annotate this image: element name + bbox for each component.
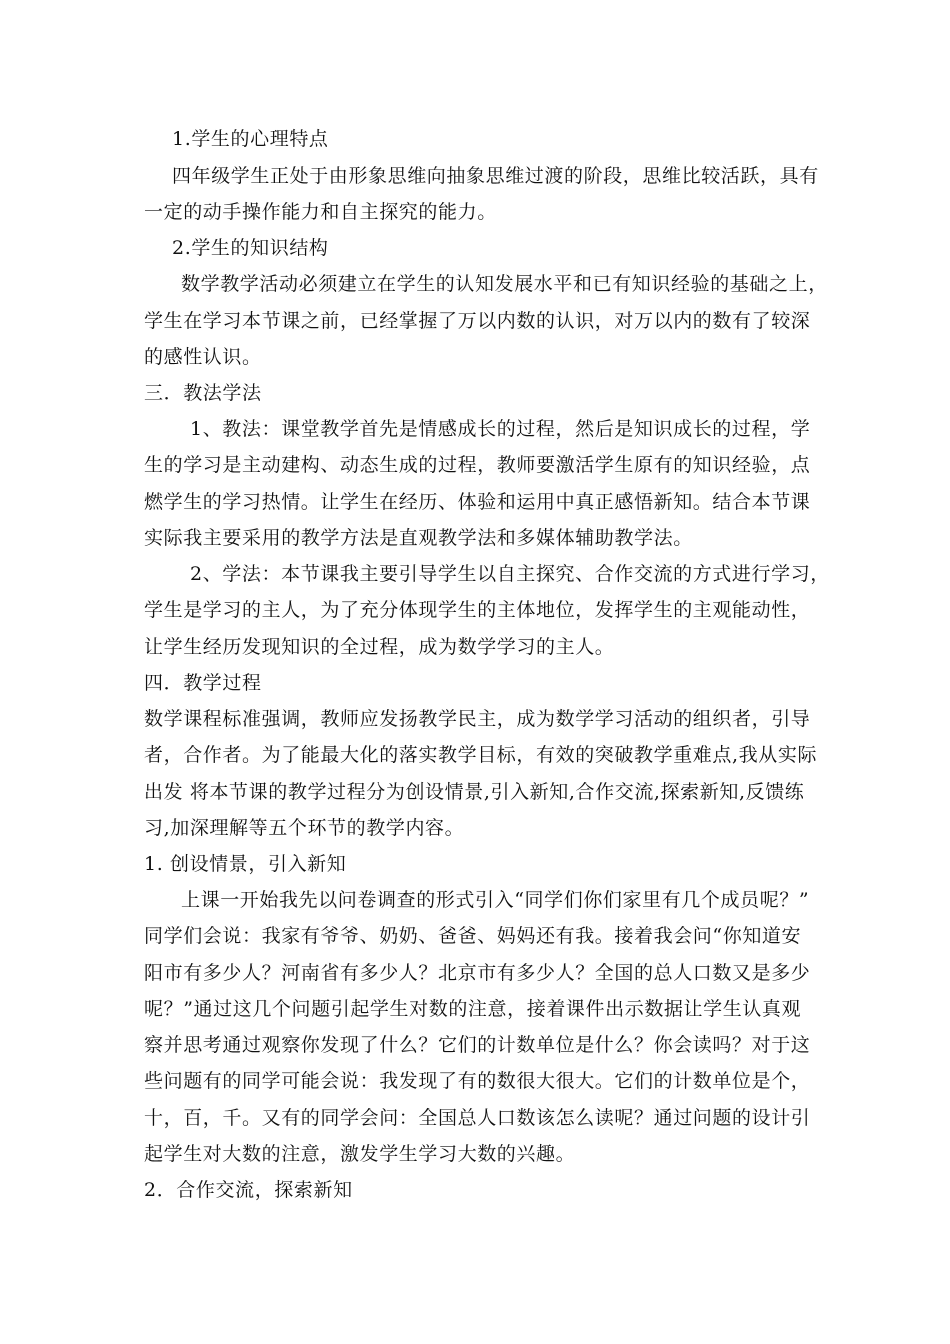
paragraph-line: 学生是学习的主人，为了充分体现学生的主体地位，发挥学生的主观能动性， — [144, 599, 811, 621]
paragraph-line: 数学教学活动必须建立在学生的认知发展水平和已有知识经验的基础之上， — [181, 273, 828, 295]
paragraph-line: 者，合作者。为了能最大化的落实教学目标，有效的突破教学重难点,我从实际 — [144, 744, 818, 766]
paragraph-line: 阳市有多少人？河南省有多少人？北京市有多少人？全国的总人口数又是多少 — [144, 962, 811, 984]
section-heading: 1. 创设情景，引入新知 — [144, 853, 347, 875]
paragraph-line: 习,加深理解等五个环节的教学内容。 — [144, 817, 465, 839]
section-heading: 1.学生的心理特点 — [172, 128, 329, 150]
paragraph-line: 呢？”通过这几个问题引起学生对数的注意，接着课件出示数据让学生认真观 — [144, 998, 802, 1020]
paragraph-line: 学生在学习本节课之前，已经掌握了万以内数的认识，对万以内的数有了较深 — [144, 310, 811, 332]
section-heading: 2．合作交流，探索新知 — [144, 1179, 353, 1201]
paragraph-line: 上课一开始我先以问卷调查的形式引入“同学们你们家里有几个成员呢？” — [181, 889, 810, 911]
paragraph-line: 四年级学生正处于由形象思维向抽象思维过渡的阶段，思维比较活跃，具有 — [172, 165, 819, 187]
paragraph-line: 燃学生的学习热情。让学生在经历、体验和运用中真正感悟新知。结合本节课 — [144, 491, 811, 513]
paragraph-line: 实际我主要采用的教学方法是直观教学法和多媒体辅助教学法。 — [144, 527, 693, 549]
paragraph-line: 察并思考通过观察你发现了什么？它们的计数单位是什么？你会读吗？对于这 — [144, 1034, 811, 1056]
paragraph-line: 生的学习是主动建构、动态生成的过程，教师要激活学生原有的知识经验，点 — [144, 454, 811, 476]
paragraph-line: 出发 将本节课的教学过程分为创设情景,引入新知,合作交流,探索新知,反馈练 — [144, 781, 805, 803]
paragraph-line: 起学生对大数的注意，激发学生学习大数的兴趣。 — [144, 1143, 576, 1165]
paragraph-line: 让学生经历发现知识的全过程，成为数学学习的主人。 — [144, 636, 615, 658]
paragraph-line: 十，百，千。又有的同学会问：全国总人口数该怎么读呢？通过问题的设计引 — [144, 1107, 811, 1129]
paragraph-line: 的感性认识。 — [144, 346, 262, 368]
paragraph-line: 2、学法：本节课我主要引导学生以自主探究、合作交流的方式进行学习， — [190, 563, 830, 585]
section-heading: 四．教学过程 — [144, 672, 262, 694]
paragraph-line: 些问题有的同学可能会说：我发现了有的数很大很大。它们的计数单位是个， — [144, 1070, 811, 1092]
paragraph-line: 同学们会说：我家有爷爷、奶奶、爸爸、妈妈还有我。接着我会问“你知道安 — [144, 925, 802, 947]
section-heading: 2.学生的知识结构 — [172, 237, 329, 259]
paragraph-line: 一定的动手操作能力和自主探究的能力。 — [144, 201, 497, 223]
paragraph-line: 数学课程标准强调，教师应发扬教学民主，成为数学学习活动的组织者，引导 — [144, 708, 811, 730]
section-heading: 三．教法学法 — [144, 382, 262, 404]
paragraph-line: 1、教法：课堂教学首先是情感成长的过程，然后是知识成长的过程，学 — [190, 418, 811, 440]
